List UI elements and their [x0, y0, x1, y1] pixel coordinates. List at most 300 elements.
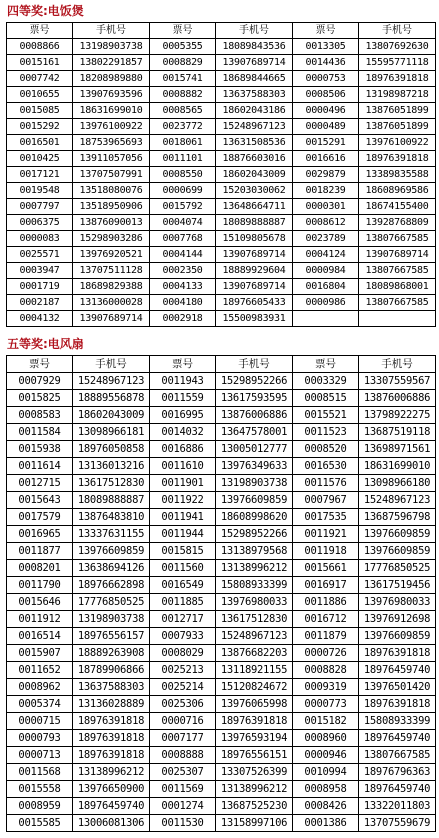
phone-number-cell: 13707507991	[73, 167, 150, 183]
phone-number-cell: 18976391818	[216, 713, 293, 730]
ticket-number-cell: 0008201	[7, 560, 73, 577]
table-row	[7, 151, 436, 167]
ticket-number-cell: 0003947	[7, 263, 73, 279]
ticket-number-cell: 0023789	[293, 231, 359, 247]
phone-number-cell: 18889263908	[73, 645, 150, 662]
phone-number-cell: 18976459740	[359, 730, 436, 747]
ticket-number-cell: 0001386	[293, 815, 359, 832]
phone-number-cell: 13976100922	[73, 119, 150, 135]
ticket-number-cell: 0016530	[293, 458, 359, 475]
phone-number-cell: 18976459740	[359, 662, 436, 679]
phone-number-cell: 18876603016	[216, 151, 293, 167]
ticket-number-cell: 0008828	[293, 662, 359, 679]
ticket-number-cell: 0016804	[293, 279, 359, 295]
ticket-number-cell: 0008520	[293, 441, 359, 458]
ticket-number-cell: 0025571	[7, 247, 73, 263]
column-header-phone: 手机号	[359, 356, 436, 373]
phone-number-cell: 13876006886	[359, 390, 436, 407]
phone-number-cell: 13322011803	[359, 798, 436, 815]
phone-number-cell: 17776850525	[73, 594, 150, 611]
prize5-title: 五等奖:电风扇	[7, 337, 84, 351]
phone-number-cell: 18976391818	[359, 151, 436, 167]
phone-number-cell: 13907689714	[216, 55, 293, 71]
ticket-number-cell: 0019548	[7, 183, 73, 199]
ticket-number-cell: 0011879	[293, 628, 359, 645]
ticket-number-cell: 0008515	[293, 390, 359, 407]
phone-number-cell: 13307559567	[359, 373, 436, 390]
ticket-number-cell: 0011885	[150, 594, 216, 611]
table-row	[7, 628, 436, 645]
phone-number-cell: 13648664711	[216, 199, 293, 215]
ticket-number-cell: 0015558	[7, 781, 73, 798]
ticket-number-cell: 0000753	[293, 71, 359, 87]
phone-number-cell: 13907689714	[359, 247, 436, 263]
ticket-number-cell: 0015825	[7, 390, 73, 407]
phone-number-cell: 13637588303	[73, 679, 150, 696]
ticket-number-cell: 0011530	[150, 815, 216, 832]
ticket-number-cell: 0015792	[150, 199, 216, 215]
ticket-number-cell: 0011560	[150, 560, 216, 577]
table-row	[7, 295, 436, 311]
phone-number-cell: 13907689714	[216, 247, 293, 263]
ticket-number-cell: 0008960	[293, 730, 359, 747]
phone-number-cell: 13518950906	[73, 199, 150, 215]
phone-number-cell: 13647578001	[216, 424, 293, 441]
phone-number-cell: 18631699010	[359, 458, 436, 475]
phone-number-cell: 13976609859	[359, 628, 436, 645]
ticket-number-cell: 0007797	[7, 199, 73, 215]
ticket-number-cell: 0023772	[150, 119, 216, 135]
table-row	[7, 611, 436, 628]
table-row	[7, 679, 436, 696]
ticket-number-cell: 0011614	[7, 458, 73, 475]
ticket-number-cell: 0013305	[293, 39, 359, 55]
ticket-number-cell: 0008866	[7, 39, 73, 55]
ticket-number-cell: 0000726	[293, 645, 359, 662]
table-row	[7, 730, 436, 747]
ticket-number-cell: 0008959	[7, 798, 73, 815]
table-row	[7, 390, 436, 407]
phone-number-cell: 13876006886	[216, 407, 293, 424]
phone-number-cell: 15500983931	[216, 311, 293, 327]
ticket-number-cell: 0010655	[7, 87, 73, 103]
ticket-number-cell: 0002918	[150, 311, 216, 327]
phone-number-cell: 18608969586	[359, 183, 436, 199]
ticket-number-cell: 0000301	[293, 199, 359, 215]
ticket-number-cell: 0025214	[150, 679, 216, 696]
table-row	[7, 526, 436, 543]
ticket-number-cell: 0008506	[293, 87, 359, 103]
phone-number-cell: 13976609859	[359, 543, 436, 560]
ticket-number-cell: 0016549	[150, 577, 216, 594]
ticket-number-cell: 0000793	[7, 730, 73, 747]
column-header-phone: 手机号	[73, 356, 150, 373]
ticket-number-cell: 0011941	[150, 509, 216, 526]
phone-number-cell: 13976501420	[359, 679, 436, 696]
phone-number-cell: 15298952266	[216, 526, 293, 543]
phone-number-cell: 18602043009	[73, 407, 150, 424]
ticket-number-cell: 0002187	[7, 295, 73, 311]
phone-number-cell: 13518080076	[73, 183, 150, 199]
column-header-ticket: 票号	[150, 356, 216, 373]
table-row	[7, 71, 436, 87]
ticket-number-cell: 0016514	[7, 628, 73, 645]
ticket-number-cell: 0011790	[7, 577, 73, 594]
ticket-number-cell: 0000716	[150, 713, 216, 730]
ticket-number-cell: 0010994	[293, 764, 359, 781]
phone-number-cell: 13198903738	[73, 611, 150, 628]
table-row	[7, 458, 436, 475]
table-row	[7, 441, 436, 458]
ticket-number-cell: 0011559	[150, 390, 216, 407]
phone-number-cell: 13976980033	[359, 594, 436, 611]
column-header-ticket: 票号	[7, 23, 73, 39]
table-row	[7, 135, 436, 151]
ticket-number-cell: 0011610	[150, 458, 216, 475]
phone-number-cell: 13807692630	[359, 39, 436, 55]
phone-number-cell: 13337631155	[73, 526, 150, 543]
ticket-number-cell: 0007929	[7, 373, 73, 390]
ticket-number-cell: 0011568	[7, 764, 73, 781]
ticket-number-cell: 0011921	[293, 526, 359, 543]
table-row	[7, 279, 436, 295]
ticket-number-cell: 0008958	[293, 781, 359, 798]
phone-number-cell: 17776850525	[359, 560, 436, 577]
ticket-number-cell: 0025213	[150, 662, 216, 679]
ticket-number-cell: 0008882	[150, 87, 216, 103]
ticket-number-cell: 0007742	[7, 71, 73, 87]
table-row	[7, 475, 436, 492]
phone-number-cell: 13617519456	[359, 577, 436, 594]
phone-number-cell: 13976349633	[216, 458, 293, 475]
ticket-number-cell: 0015938	[7, 441, 73, 458]
ticket-number-cell: 0000496	[293, 103, 359, 119]
ticket-number-cell: 0007768	[150, 231, 216, 247]
phone-number-cell: 13976650900	[73, 781, 150, 798]
ticket-number-cell: 0012717	[150, 611, 216, 628]
prize4-title: 四等奖:电饭煲	[7, 4, 84, 18]
ticket-number-cell: 0011584	[7, 424, 73, 441]
phone-number-cell: 13807667585	[359, 263, 436, 279]
ticket-number-cell: 0000773	[293, 696, 359, 713]
ticket-number-cell: 0017579	[7, 509, 73, 526]
table-row	[7, 103, 436, 119]
phone-number-cell: 15808933399	[216, 577, 293, 594]
ticket-number-cell: 0000489	[293, 119, 359, 135]
phone-number-cell: 18976391818	[359, 645, 436, 662]
prize5-table	[6, 355, 436, 832]
ticket-number-cell: 0015291	[293, 135, 359, 151]
phone-number-cell: 13976065998	[216, 696, 293, 713]
ticket-number-cell: 0015741	[150, 71, 216, 87]
phone-number-cell: 13617593595	[216, 390, 293, 407]
ticket-number-cell: 0009319	[293, 679, 359, 696]
table-row	[7, 247, 436, 263]
phone-number-cell: 13638694126	[73, 560, 150, 577]
ticket-number-cell: 0011912	[7, 611, 73, 628]
ticket-number-cell: 0007967	[293, 492, 359, 509]
phone-number-cell: 13976100922	[359, 135, 436, 151]
table-row	[7, 119, 436, 135]
phone-number-cell: 18689829388	[73, 279, 150, 295]
ticket-number-cell: 0018239	[293, 183, 359, 199]
ticket-number-cell: 0008888	[150, 747, 216, 764]
ticket-number-cell: 0011944	[150, 526, 216, 543]
ticket-number-cell: 0008029	[150, 645, 216, 662]
table-row	[7, 373, 436, 390]
ticket-number-cell: 0016917	[293, 577, 359, 594]
ticket-number-cell: 0007933	[150, 628, 216, 645]
ticket-number-cell: 0000986	[293, 295, 359, 311]
table-row	[7, 424, 436, 441]
phone-number-cell: 13006081306	[73, 815, 150, 832]
phone-number-cell: 18976796363	[359, 764, 436, 781]
ticket-number-cell: 0008583	[7, 407, 73, 424]
ticket-number-cell: 0011652	[7, 662, 73, 679]
phone-number-cell: 18889556878	[73, 390, 150, 407]
phone-number-cell: 15808933399	[359, 713, 436, 730]
phone-number-cell: 18976391818	[359, 71, 436, 87]
phone-number-cell: 13911057056	[73, 151, 150, 167]
phone-number-cell: 13698971561	[359, 441, 436, 458]
ticket-number-cell: 0011918	[293, 543, 359, 560]
phone-number-cell: 13005012777	[216, 441, 293, 458]
table-row	[7, 764, 436, 781]
table-row	[7, 311, 436, 327]
phone-number-cell: 13807667585	[359, 295, 436, 311]
table-row	[7, 645, 436, 662]
ticket-number-cell: 0015661	[293, 560, 359, 577]
ticket-number-cell: 0004133	[150, 279, 216, 295]
phone-number-cell: 18976605433	[216, 295, 293, 311]
ticket-number-cell: 0005374	[7, 696, 73, 713]
table-row	[7, 560, 436, 577]
ticket-number-cell: 0000699	[150, 183, 216, 199]
phone-number-cell: 15248967123	[359, 492, 436, 509]
ticket-number-cell: 0015292	[7, 119, 73, 135]
phone-number-cell: 18976459740	[359, 781, 436, 798]
ticket-number-cell: 0016712	[293, 611, 359, 628]
phone-number-cell: 13198903738	[73, 39, 150, 55]
phone-number-cell: 13876682203	[216, 645, 293, 662]
table-row	[7, 87, 436, 103]
ticket-number-cell: 0000984	[293, 263, 359, 279]
ticket-number-cell: 0008612	[293, 215, 359, 231]
phone-number-cell: 18089888887	[216, 215, 293, 231]
phone-number-cell: 18089843536	[216, 39, 293, 55]
ticket-number-cell: 0018061	[150, 135, 216, 151]
ticket-number-cell: 0005355	[150, 39, 216, 55]
phone-number-cell: 15109805678	[216, 231, 293, 247]
phone-number-cell: 13687596798	[359, 509, 436, 526]
ticket-number-cell: 0015085	[7, 103, 73, 119]
ticket-number-cell: 0011101	[150, 151, 216, 167]
phone-number-cell: 13807667585	[359, 231, 436, 247]
ticket-number-cell	[293, 311, 359, 327]
ticket-number-cell: 0003329	[293, 373, 359, 390]
phone-number-cell: 13136000028	[73, 295, 150, 311]
ticket-number-cell: 0011523	[293, 424, 359, 441]
phone-number-cell: 13617512830	[73, 475, 150, 492]
phone-number-cell: 13876483810	[73, 509, 150, 526]
table-row	[7, 798, 436, 815]
ticket-number-cell: 0010425	[7, 151, 73, 167]
ticket-number-cell: 0002350	[150, 263, 216, 279]
phone-number-cell: 18602043009	[216, 167, 293, 183]
ticket-number-cell: 0000083	[7, 231, 73, 247]
phone-number-cell: 18689844665	[216, 71, 293, 87]
ticket-number-cell: 0011901	[150, 475, 216, 492]
table-row	[7, 747, 436, 764]
ticket-number-cell: 0015643	[7, 492, 73, 509]
column-header-phone: 手机号	[216, 23, 293, 39]
phone-number-cell: 15298952266	[216, 373, 293, 390]
phone-number-cell: 13802291857	[73, 55, 150, 71]
column-header-phone: 手机号	[359, 23, 436, 39]
table-row	[7, 55, 436, 71]
ticket-number-cell: 0011569	[150, 781, 216, 798]
table-row	[7, 39, 436, 55]
ticket-number-cell: 0000713	[7, 747, 73, 764]
ticket-number-cell: 0008426	[293, 798, 359, 815]
phone-number-cell: 13138996212	[216, 560, 293, 577]
phone-number-cell: 13807667585	[359, 747, 436, 764]
table-row	[7, 543, 436, 560]
ticket-number-cell: 0007177	[150, 730, 216, 747]
ticket-number-cell: 0025307	[150, 764, 216, 781]
ticket-number-cell: 0011576	[293, 475, 359, 492]
ticket-number-cell: 0015585	[7, 815, 73, 832]
table-row	[7, 509, 436, 526]
phone-number-cell: 13976609859	[216, 492, 293, 509]
ticket-number-cell: 0011877	[7, 543, 73, 560]
table-header-row	[7, 23, 436, 39]
column-header-phone: 手机号	[73, 23, 150, 39]
phone-number-cell: 13138996212	[73, 764, 150, 781]
phone-number-cell: 13687519118	[359, 424, 436, 441]
phone-number-cell: 15248967123	[216, 119, 293, 135]
phone-number-cell: 18631699010	[73, 103, 150, 119]
phone-number-cell: 13637588303	[216, 87, 293, 103]
table-row	[7, 215, 436, 231]
phone-number-cell: 18976459740	[73, 798, 150, 815]
phone-number-cell: 18753965693	[73, 135, 150, 151]
phone-number-cell: 18608998620	[216, 509, 293, 526]
phone-number-cell: 13198987218	[359, 87, 436, 103]
ticket-number-cell: 0017535	[293, 509, 359, 526]
ticket-number-cell: 0004074	[150, 215, 216, 231]
phone-number-cell: 15248967123	[73, 373, 150, 390]
phone-number-cell: 13198903738	[216, 475, 293, 492]
phone-number-cell: 13707559679	[359, 815, 436, 832]
phone-number-cell: 15203030062	[216, 183, 293, 199]
ticket-number-cell: 0029879	[293, 167, 359, 183]
phone-number-cell: 18976391818	[73, 730, 150, 747]
phone-number-cell: 18602043186	[216, 103, 293, 119]
ticket-number-cell: 0016965	[7, 526, 73, 543]
phone-number-cell: 13136013216	[73, 458, 150, 475]
phone-number-cell: 13928768809	[359, 215, 436, 231]
table-row	[7, 167, 436, 183]
column-header-phone: 手机号	[216, 356, 293, 373]
ticket-number-cell: 0025306	[150, 696, 216, 713]
table-row	[7, 781, 436, 798]
ticket-number-cell: 0006375	[7, 215, 73, 231]
table-row	[7, 815, 436, 832]
ticket-number-cell: 0014032	[150, 424, 216, 441]
phone-number-cell: 18976391818	[359, 696, 436, 713]
table-row	[7, 199, 436, 215]
phone-number-cell: 15298903286	[73, 231, 150, 247]
phone-number-cell: 18976556151	[216, 747, 293, 764]
ticket-number-cell: 0015646	[7, 594, 73, 611]
ticket-number-cell: 0015521	[293, 407, 359, 424]
ticket-number-cell: 0008550	[150, 167, 216, 183]
ticket-number-cell: 0004180	[150, 295, 216, 311]
ticket-number-cell: 0001274	[150, 798, 216, 815]
phone-number-cell: 13307526399	[216, 764, 293, 781]
ticket-number-cell: 0004132	[7, 311, 73, 327]
table-row	[7, 577, 436, 594]
phone-number-cell: 13707511128	[73, 263, 150, 279]
phone-number-cell: 13876051899	[359, 119, 436, 135]
ticket-number-cell: 0004124	[293, 247, 359, 263]
phone-number-cell: 15120824672	[216, 679, 293, 696]
table-row	[7, 662, 436, 679]
phone-number-cell: 18976391818	[73, 713, 150, 730]
ticket-number-cell: 0016995	[150, 407, 216, 424]
phone-number-cell: 13976609859	[73, 543, 150, 560]
phone-number-cell: 13907693596	[73, 87, 150, 103]
phone-number-cell: 13907689714	[73, 311, 150, 327]
ticket-number-cell: 0015161	[7, 55, 73, 71]
ticket-number-cell: 0016886	[150, 441, 216, 458]
ticket-number-cell: 0011922	[150, 492, 216, 509]
phone-number-cell: 13798922275	[359, 407, 436, 424]
ticket-number-cell: 0008962	[7, 679, 73, 696]
column-header-ticket: 票号	[150, 23, 216, 39]
table-row	[7, 263, 436, 279]
table-row	[7, 713, 436, 730]
table-row	[7, 594, 436, 611]
phone-number-cell: 13976920521	[73, 247, 150, 263]
column-header-ticket: 票号	[7, 356, 73, 373]
ticket-number-cell: 0016501	[7, 135, 73, 151]
ticket-number-cell: 0000715	[7, 713, 73, 730]
table-row	[7, 183, 436, 199]
prize4-table	[6, 22, 436, 327]
ticket-number-cell: 0011943	[150, 373, 216, 390]
phone-number-cell: 13118921155	[216, 662, 293, 679]
phone-number-cell: 13138979568	[216, 543, 293, 560]
phone-number-cell	[359, 311, 436, 327]
table-row	[7, 407, 436, 424]
phone-number-cell: 13976912698	[359, 611, 436, 628]
phone-number-cell: 13617512830	[216, 611, 293, 628]
ticket-number-cell: 0012715	[7, 475, 73, 492]
phone-number-cell: 18976050858	[73, 441, 150, 458]
phone-number-cell: 13976593194	[216, 730, 293, 747]
phone-number-cell: 13876090013	[73, 215, 150, 231]
column-header-ticket: 票号	[293, 356, 359, 373]
phone-number-cell: 18976391818	[73, 747, 150, 764]
ticket-number-cell: 0008829	[150, 55, 216, 71]
column-header-ticket: 票号	[293, 23, 359, 39]
phone-number-cell: 13136028889	[73, 696, 150, 713]
phone-number-cell: 13158997106	[216, 815, 293, 832]
ticket-number-cell: 0017121	[7, 167, 73, 183]
ticket-number-cell: 0015907	[7, 645, 73, 662]
